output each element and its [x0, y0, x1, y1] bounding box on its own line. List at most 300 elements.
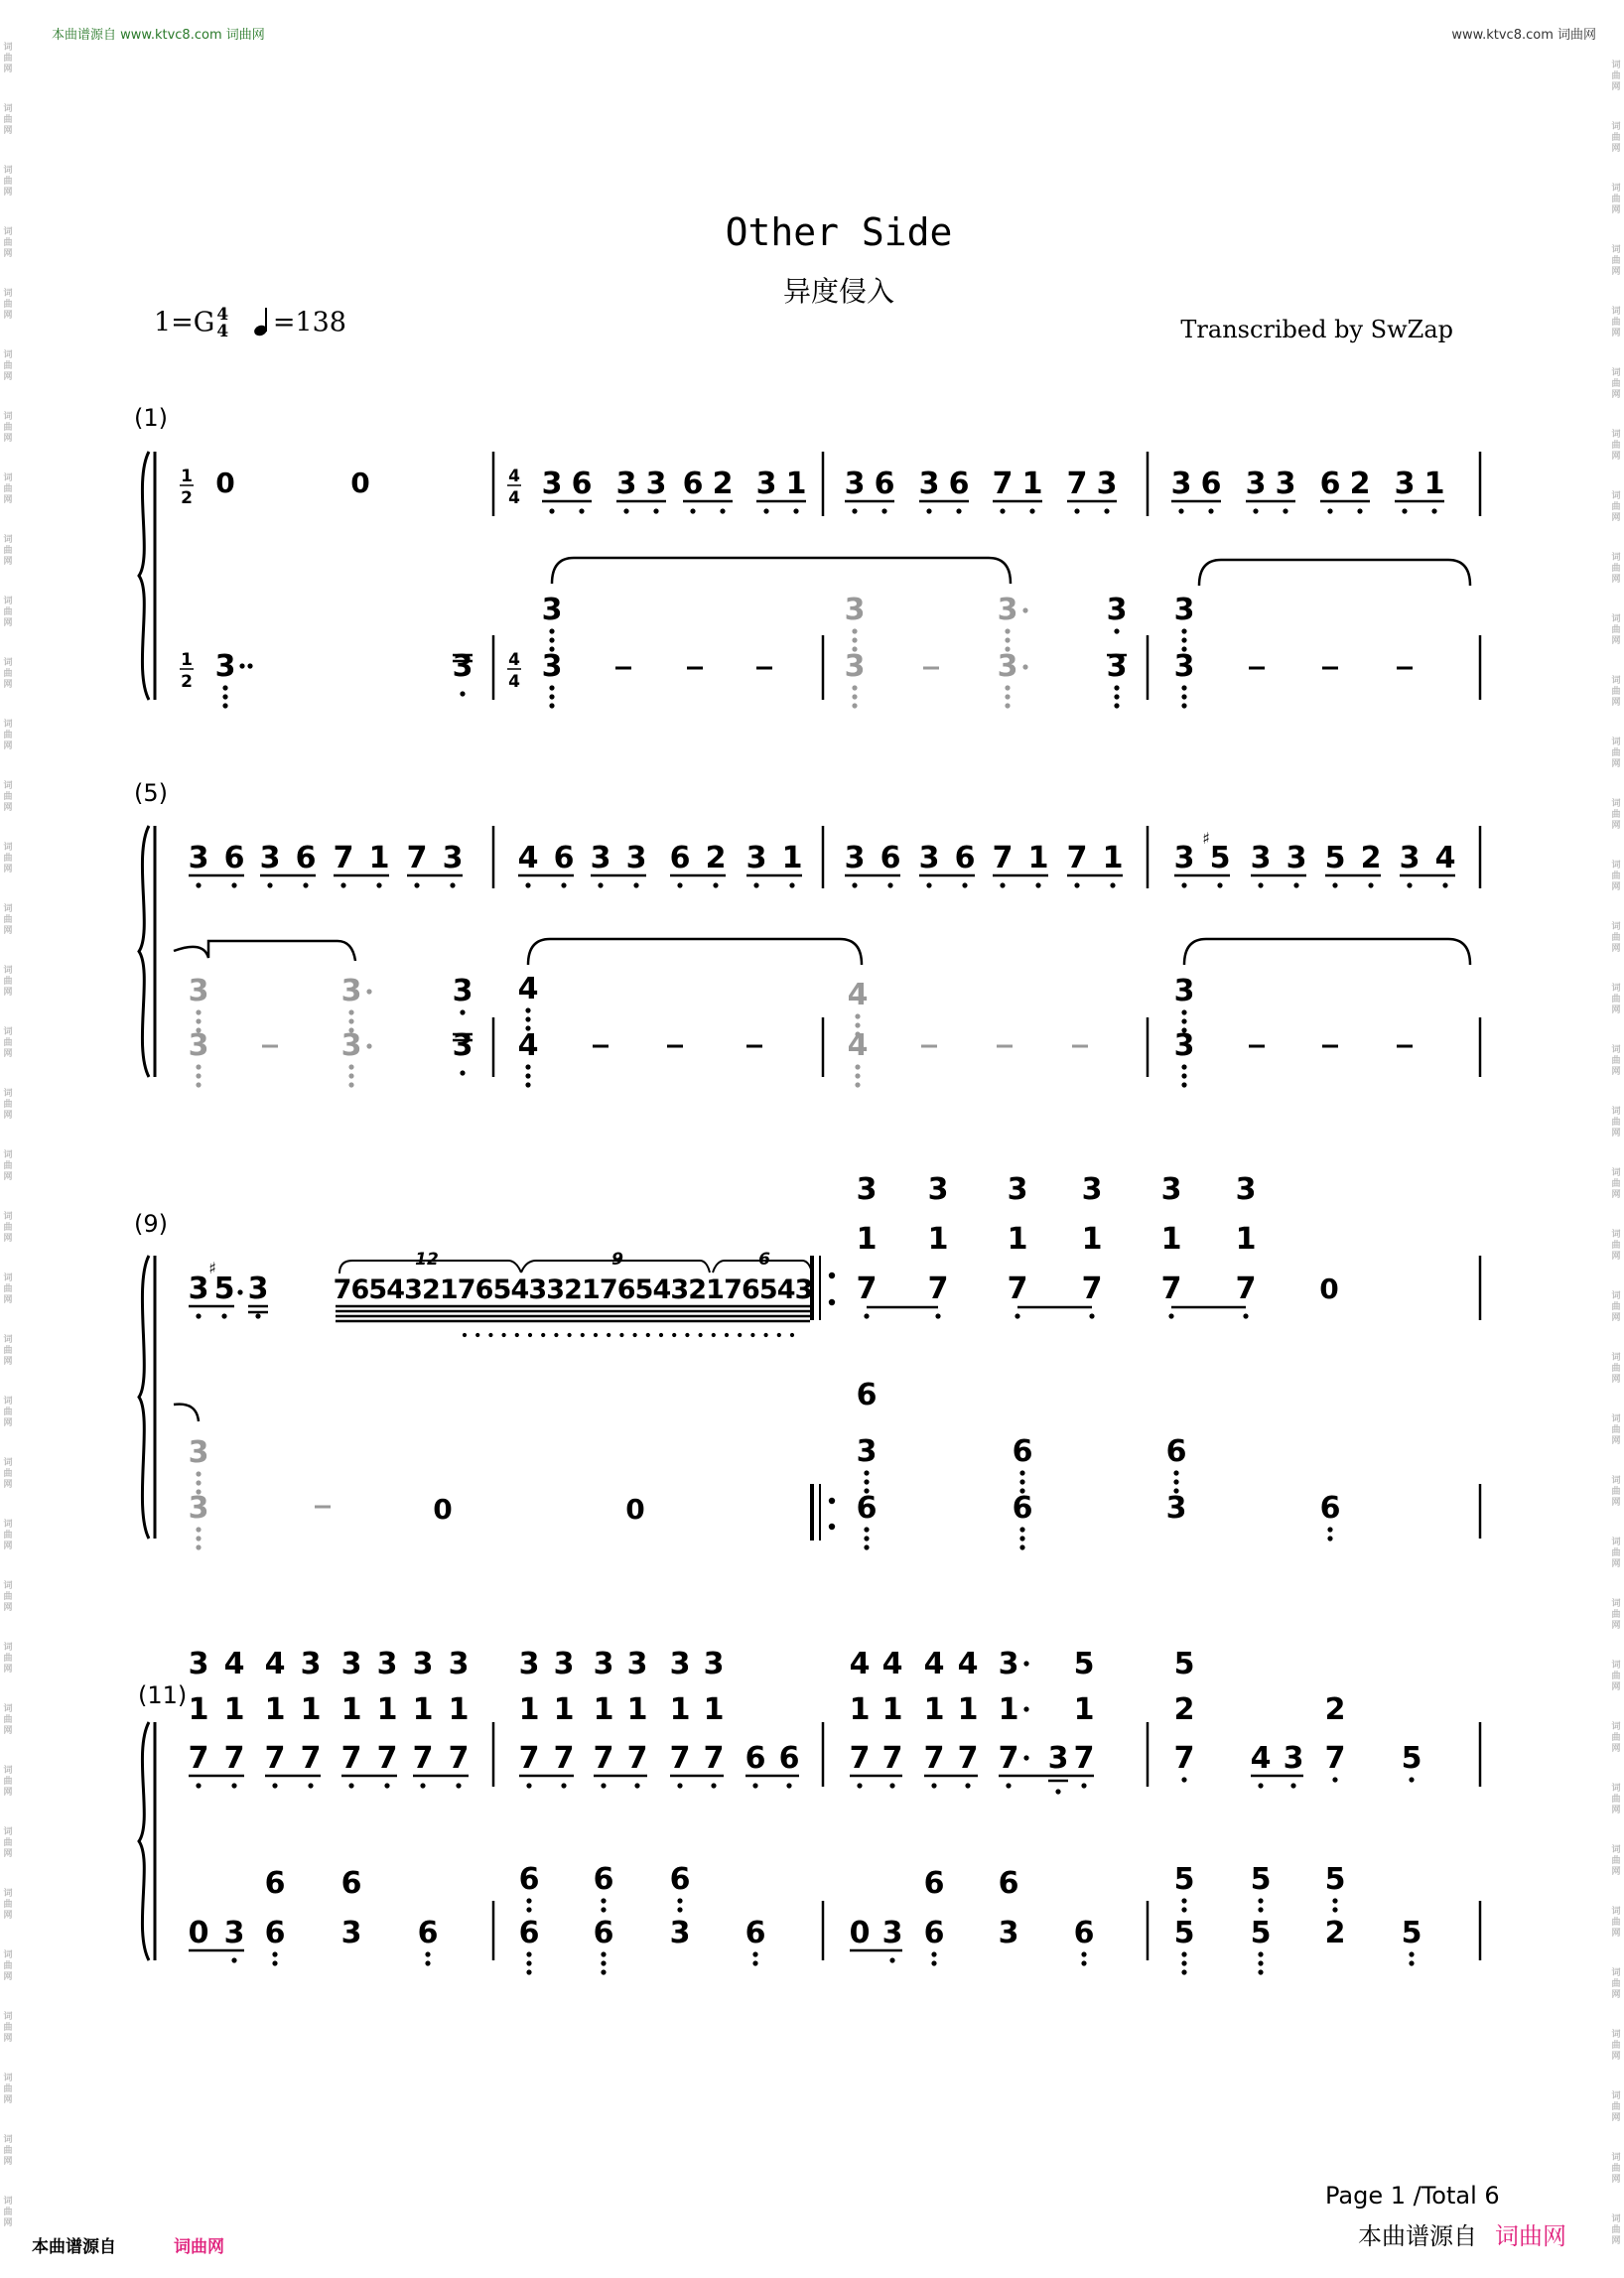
- octave-dot: [1293, 882, 1298, 887]
- note: 3: [590, 841, 611, 875]
- note: 4: [517, 972, 539, 1006]
- octave-dot: [272, 1951, 277, 1956]
- watermark: 词: [1611, 1353, 1621, 1363]
- watermark: 词: [1611, 861, 1621, 871]
- octave-dot: [1181, 1969, 1186, 1974]
- watermark: 词: [3, 350, 13, 360]
- watermark: 网: [3, 311, 13, 321]
- octave-dot: [677, 1783, 682, 1788]
- note: 1: [1102, 841, 1124, 875]
- tie: [174, 1405, 199, 1421]
- octave-dot: [1181, 1082, 1186, 1087]
- note: 4: [386, 1274, 406, 1305]
- note: 7: [333, 841, 354, 875]
- note: 7: [1235, 1272, 1257, 1306]
- watermark: 网: [1611, 1990, 1621, 2000]
- octave-dot: [653, 508, 658, 513]
- octave-dot: [196, 1018, 201, 1023]
- note: 6: [856, 1491, 878, 1526]
- octave-dot: [348, 1082, 353, 1087]
- note: 3: [1165, 1491, 1187, 1526]
- watermark: 网: [3, 741, 13, 751]
- tie: [174, 941, 355, 961]
- octave-dot: [646, 1333, 650, 1337]
- octave-dot: [1258, 1907, 1263, 1912]
- octave-dot: [196, 1527, 201, 1532]
- octave-dot: [549, 685, 554, 690]
- note: 1: [785, 467, 807, 501]
- watermark: 曲: [1611, 1856, 1621, 1866]
- octave-dot: [196, 1064, 201, 1069]
- time-sig: 2: [181, 672, 193, 692]
- watermark: 网: [3, 926, 13, 936]
- octave-dot: [1173, 1479, 1178, 1484]
- note: 6: [669, 841, 691, 875]
- watermark: 曲: [1611, 1425, 1621, 1435]
- watermark: 词: [1611, 368, 1621, 378]
- octave-dot: [1019, 1544, 1024, 1549]
- note: 5: [1073, 1647, 1095, 1681]
- note: 3: [340, 1916, 362, 1950]
- octave-dot: [196, 1009, 201, 1014]
- note: 7: [923, 1741, 945, 1776]
- key-label: 1=G: [154, 307, 215, 338]
- note: 3: [856, 1434, 878, 1469]
- watermark: 网: [3, 803, 13, 813]
- note: 1: [1081, 1222, 1103, 1257]
- watermark: 曲: [1611, 379, 1621, 389]
- note: 3: [626, 1647, 648, 1681]
- watermark: 网: [3, 1603, 13, 1613]
- note: 6: [923, 1866, 945, 1901]
- watermark: 词: [1611, 1230, 1621, 1240]
- watermark: 网: [3, 249, 13, 259]
- note: 7: [849, 1741, 871, 1776]
- note: 1: [856, 1222, 878, 1257]
- octave-dot: [366, 989, 371, 994]
- note: 7: [1066, 467, 1088, 501]
- watermark: 曲: [1611, 1979, 1621, 1989]
- watermark: 网: [3, 372, 13, 382]
- note: 3: [223, 1916, 245, 1950]
- octave-dot: [526, 1969, 531, 1974]
- octave-dot: [1023, 1706, 1028, 1711]
- octave-dot: [720, 508, 725, 513]
- note: 4: [881, 1647, 903, 1681]
- note: 6: [553, 841, 575, 875]
- note: 1: [439, 1274, 459, 1305]
- octave-dot: [1258, 1951, 1263, 1956]
- watermark: 词: [3, 104, 13, 114]
- octave-dot: [515, 1333, 519, 1337]
- note: 3: [1275, 467, 1296, 501]
- octave-dot: [633, 1333, 637, 1337]
- note: 6: [1319, 1491, 1341, 1526]
- watermark: 词: [1611, 184, 1621, 194]
- watermark: 网: [3, 618, 13, 628]
- octave-dot: [425, 1951, 430, 1956]
- octave-dot: [1000, 882, 1005, 887]
- time-sig: 4: [508, 488, 520, 508]
- octave-dot: [864, 1536, 869, 1541]
- note: 6: [923, 1916, 945, 1950]
- octave-dot: [619, 1333, 623, 1337]
- watermark: 曲: [1611, 2102, 1621, 2112]
- octave-dot: [1243, 1313, 1248, 1318]
- note: 6: [295, 841, 317, 875]
- note: 1: [300, 1692, 322, 1727]
- note: 1: [448, 1692, 470, 1727]
- octave-dot: [1357, 508, 1362, 513]
- note: 4: [847, 978, 869, 1012]
- watermark: 词: [3, 1150, 13, 1160]
- watermark: 网: [3, 126, 13, 136]
- octave-dot: [962, 882, 967, 887]
- note: 2: [564, 1274, 583, 1305]
- watermark: 曲: [1611, 687, 1621, 697]
- note: 1: [927, 1222, 949, 1257]
- octave-dot: [789, 882, 794, 887]
- note: 6: [593, 1916, 614, 1950]
- watermark: 词: [3, 1335, 13, 1345]
- time-sig: 4: [508, 467, 520, 486]
- watermark: 曲: [3, 177, 13, 187]
- note: 5: [213, 1272, 235, 1306]
- watermark: 网: [1611, 1005, 1621, 1015]
- octave-dot: [1283, 508, 1287, 513]
- watermark: 曲: [1611, 625, 1621, 635]
- note: 5: [492, 1274, 512, 1305]
- watermark: 网: [3, 1726, 13, 1736]
- watermark: 网: [1611, 267, 1621, 277]
- octave-dot: [1181, 637, 1186, 642]
- octave-dot: [1110, 882, 1115, 887]
- octave-dot: [753, 882, 758, 887]
- note: 7: [376, 1741, 398, 1776]
- octave-dot: [1178, 508, 1183, 513]
- octave-dot: [601, 1783, 606, 1788]
- watermark: 曲: [3, 1654, 13, 1664]
- tuplet-number: 9: [611, 1250, 623, 1270]
- note: 1: [849, 1692, 871, 1727]
- note: 3: [448, 1647, 470, 1681]
- octave-dot: [541, 1333, 545, 1337]
- note: 3: [1173, 649, 1195, 684]
- octave-dot: [1258, 882, 1263, 887]
- note: 6: [856, 1378, 878, 1412]
- watermark: 曲: [1611, 1918, 1621, 1928]
- note: 1: [518, 1692, 540, 1727]
- octave-dot: [1005, 694, 1010, 699]
- note: 1: [188, 1692, 209, 1727]
- octave-dot: [231, 1783, 236, 1788]
- octave-dot: [525, 1064, 530, 1069]
- octave-dot: [525, 1073, 530, 1078]
- note: 6: [616, 1274, 636, 1305]
- note: 3: [927, 1172, 949, 1207]
- note: 6: [350, 1274, 370, 1305]
- note: 6: [1012, 1434, 1033, 1469]
- note: 3: [340, 1028, 362, 1063]
- octave-dot: [864, 1470, 869, 1475]
- watermark: 曲: [1611, 1795, 1621, 1805]
- watermark: 词: [1611, 1845, 1621, 1855]
- note: 3: [918, 841, 940, 875]
- octave-dot: [725, 1333, 729, 1337]
- note: 2: [1324, 1692, 1346, 1727]
- note: 5: [368, 1274, 388, 1305]
- note: 6: [741, 1274, 760, 1305]
- note: 5: [1173, 1916, 1195, 1950]
- note: 3: [553, 1647, 575, 1681]
- watermark: 曲: [3, 1715, 13, 1725]
- note: 7: [264, 1741, 286, 1776]
- watermark: 网: [1611, 1313, 1621, 1323]
- octave-dot: [1022, 607, 1027, 612]
- octave-dot: [601, 1951, 606, 1956]
- octave-dot: [549, 508, 554, 513]
- octave-dot: [549, 703, 554, 708]
- tie: [1184, 939, 1470, 965]
- note: 6: [474, 1274, 494, 1305]
- octave-dot: [231, 1957, 236, 1962]
- octave-dot: [221, 1313, 226, 1318]
- octave-dot: [1104, 508, 1109, 513]
- octave-dot: [752, 1783, 757, 1788]
- note: 3: [1173, 841, 1195, 875]
- octave-dot: [450, 882, 455, 887]
- octave-dot: [864, 1479, 869, 1484]
- song-subtitle: 异度侵入: [782, 275, 894, 308]
- octave-dot: [690, 508, 695, 513]
- watermark: 网: [3, 1665, 13, 1675]
- octave-dot: [366, 1043, 371, 1048]
- watermark: 曲: [3, 300, 13, 310]
- watermark: 网: [3, 2095, 13, 2105]
- octave-dot: [222, 694, 227, 699]
- note: 4: [957, 1647, 979, 1681]
- note: 6: [954, 841, 976, 875]
- system-label: (1): [134, 404, 168, 432]
- note: 3: [1173, 593, 1195, 627]
- watermark: 曲: [1611, 1056, 1621, 1066]
- octave-dot: [425, 1960, 430, 1965]
- watermark: 词: [1611, 1968, 1621, 1978]
- watermark: 词: [1611, 1722, 1621, 1732]
- watermark: 曲: [3, 1838, 13, 1848]
- octave-dot: [1081, 1783, 1086, 1788]
- note: 5: [1324, 1862, 1346, 1897]
- watermark: 曲: [1611, 256, 1621, 266]
- watermark: 词: [3, 412, 13, 422]
- octave-dot: [239, 663, 244, 668]
- note: 7: [448, 1741, 470, 1776]
- octave-dot: [852, 637, 857, 642]
- brace: [139, 826, 149, 1077]
- watermark: 词: [1611, 922, 1621, 932]
- watermark: 网: [3, 1357, 13, 1367]
- note: 6: [1165, 1434, 1187, 1469]
- octave-dot: [601, 1969, 606, 1974]
- note: 1: [1160, 1222, 1182, 1257]
- watermark: 网: [1611, 2175, 1621, 2185]
- watermark: 曲: [3, 607, 13, 617]
- note: 3: [452, 974, 474, 1008]
- watermark: 词: [3, 1027, 13, 1037]
- note: 1: [923, 1692, 945, 1727]
- octave-dot: [549, 637, 554, 642]
- watermark: 曲: [3, 1407, 13, 1417]
- note: 1: [1235, 1222, 1257, 1257]
- watermark: 曲: [3, 2023, 13, 2033]
- watermark: 网: [1611, 1929, 1621, 1939]
- watermark: 曲: [3, 1038, 13, 1048]
- note: 3: [881, 1916, 903, 1950]
- watermark: 词: [1611, 1599, 1621, 1609]
- octave-dot: [685, 1333, 689, 1337]
- note: 1: [223, 1692, 245, 1727]
- note: 1: [1423, 467, 1445, 501]
- watermark: 词: [1611, 1784, 1621, 1794]
- watermark: 词: [3, 1950, 13, 1960]
- note: 5: [634, 1274, 654, 1305]
- octave-dot: [1074, 882, 1079, 887]
- note: 4: [517, 1028, 539, 1063]
- note: 3: [188, 841, 209, 875]
- note: 1: [1027, 841, 1049, 875]
- octave-dot: [711, 1783, 716, 1788]
- octave-dot: [857, 1783, 862, 1788]
- octave-dot: [786, 1783, 791, 1788]
- octave-dot: [1019, 1527, 1024, 1532]
- octave-dot: [1035, 882, 1040, 887]
- watermark: 曲: [1611, 502, 1621, 512]
- octave-dot: [677, 1898, 682, 1903]
- watermark: 网: [3, 1418, 13, 1428]
- octave-dot: [568, 1333, 572, 1337]
- time-sig: 1: [181, 650, 193, 670]
- octave-dot: [1081, 1960, 1086, 1965]
- octave-dot: [1332, 1907, 1337, 1912]
- octave-dot: [1015, 1313, 1019, 1318]
- watermark: 网: [1611, 513, 1621, 523]
- octave-dot: [623, 508, 628, 513]
- octave-dot: [712, 1333, 716, 1337]
- octave-dot: [1217, 882, 1222, 887]
- note: 1: [1007, 1222, 1028, 1257]
- octave-dot: [634, 1783, 639, 1788]
- note: 3: [1047, 1741, 1069, 1776]
- octave-dot: [1332, 1898, 1337, 1903]
- note: 3: [1106, 649, 1128, 684]
- note: 6: [744, 1741, 766, 1776]
- octave-dot: [348, 1009, 353, 1014]
- watermark: 网: [3, 865, 13, 874]
- octave-dot: [420, 1783, 425, 1788]
- note: 4: [223, 1647, 245, 1681]
- watermark: 网: [3, 2218, 13, 2228]
- note: 6: [874, 467, 895, 501]
- footer-right-a: 本曲谱源自: [1358, 2222, 1477, 2250]
- note: 0: [433, 1493, 453, 1526]
- watermark: 网: [3, 434, 13, 444]
- octave-dot: [196, 1783, 201, 1788]
- tempo-label: =138: [272, 307, 346, 338]
- octave-dot: [764, 1333, 768, 1337]
- note: 6: [518, 1916, 540, 1950]
- watermark: 网: [3, 1480, 13, 1490]
- octave-dot: [852, 685, 857, 690]
- note: 6: [778, 1741, 800, 1776]
- octave-dot: [579, 508, 584, 513]
- octave-dot: [777, 1333, 781, 1337]
- note: 3: [615, 467, 637, 501]
- octave-dot: [1173, 1470, 1178, 1475]
- watermark: 网: [3, 1234, 13, 1244]
- watermark: 曲: [3, 1100, 13, 1110]
- octave-dot: [1005, 628, 1010, 633]
- note: 3: [669, 1647, 691, 1681]
- note: 1: [998, 1692, 1019, 1727]
- watermark: 网: [1611, 452, 1621, 462]
- footer-source-right: [1358, 2216, 1566, 2251]
- octave-dot: [752, 1951, 757, 1956]
- note: 3: [918, 467, 940, 501]
- watermark: 曲: [3, 484, 13, 494]
- note: 3: [1096, 467, 1118, 501]
- note: 7: [1160, 1272, 1182, 1306]
- note: 3: [518, 1647, 540, 1681]
- note: 3: [998, 1916, 1019, 1950]
- note: 3: [997, 649, 1018, 684]
- note: 4: [652, 1274, 672, 1305]
- note: 3: [1160, 1172, 1182, 1207]
- note: 1: [553, 1692, 575, 1727]
- octave-dot: [864, 1313, 869, 1318]
- note: 3: [412, 1647, 434, 1681]
- watermark: 词: [3, 473, 13, 483]
- watermark: 曲: [3, 2084, 13, 2094]
- octave-dot: [793, 508, 798, 513]
- octave-dot: [237, 1289, 242, 1294]
- note: 4: [264, 1647, 286, 1681]
- watermark: 曲: [3, 1961, 13, 1971]
- note: 3: [546, 1274, 566, 1305]
- watermark: 词: [1611, 307, 1621, 317]
- watermark: 曲: [3, 2208, 13, 2217]
- watermark: 词: [1611, 984, 1621, 994]
- time-sig-numerator: 4: [216, 305, 229, 325]
- note: 3: [442, 841, 464, 875]
- system-label: (9): [134, 1210, 168, 1238]
- octave-dot: [864, 1527, 869, 1532]
- octave-dot: [598, 882, 603, 887]
- note: 7: [406, 841, 428, 875]
- octave-dot: [303, 882, 308, 887]
- watermark: 网: [1611, 2113, 1621, 2123]
- octave-dot: [881, 508, 886, 513]
- watermark: 曲: [1611, 810, 1621, 820]
- watermark: 词: [1611, 430, 1621, 440]
- note: 2: [688, 1274, 708, 1305]
- watermark: 网: [3, 680, 13, 690]
- note: 7: [957, 1741, 979, 1776]
- octave-dot: [1005, 685, 1010, 690]
- watermark: 曲: [3, 1284, 13, 1294]
- octave-dot: [525, 1082, 530, 1087]
- watermark: 曲: [3, 731, 13, 740]
- watermark: 词: [1611, 553, 1621, 563]
